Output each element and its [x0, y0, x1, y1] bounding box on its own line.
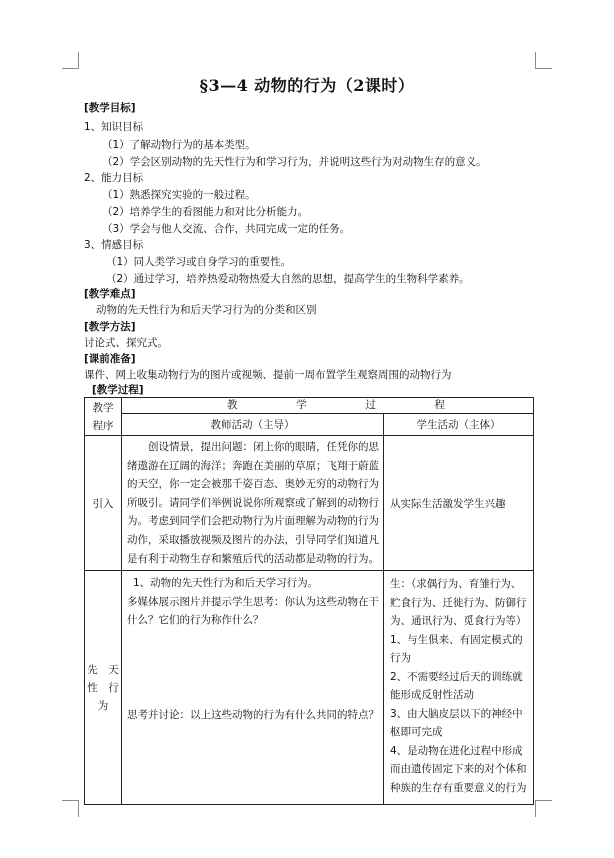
- innate-student-line-2: 1、与生俱来、有固定模式的行为: [390, 633, 523, 664]
- crop-mark-top-left: [62, 52, 79, 69]
- ability-goal-item-3: （3）学会与他人交流、合作，共同完成一定的任务。: [102, 223, 351, 235]
- innate-student-line-1: 生：（求偶行为、育雏行为、贮食行为、迁徙行为、防御行为、通讯行为、觅食行为等）: [390, 578, 527, 627]
- method-heading: [教学方法]: [84, 321, 136, 333]
- header-teacher-label: 教师活动（主导）: [210, 419, 295, 431]
- intro-phase-cell: [85, 436, 122, 571]
- crop-mark-top-right: [535, 52, 552, 69]
- innate-phase-line-3: 为: [97, 699, 109, 712]
- innate-student-line-3: 2、不需要经过后天的训练就能形成反射性活动: [390, 670, 523, 701]
- emotion-goal-item-2: （2）通过学习，培养热爱动物热爱大自然的思想，提高学生的生物科学素养。: [106, 273, 470, 285]
- difficulty-text: 动物的先天性行为和后天学习行为的分类和区别: [96, 304, 317, 316]
- header-process-cell: [122, 398, 534, 414]
- header-phase-cell: [85, 398, 122, 436]
- prep-heading: [课前准备]: [84, 353, 136, 365]
- process-heading: [教学过程]: [92, 384, 144, 396]
- intro-phase-label: 引入: [92, 497, 114, 510]
- intro-student-cell: [384, 436, 534, 571]
- header-process-char-3: 过: [365, 399, 376, 411]
- innate-student-cell: [384, 571, 534, 805]
- method-text: 讨论式、探究式。: [84, 337, 168, 349]
- header-process-char-1: 教: [227, 399, 238, 411]
- teaching-process-table: [84, 397, 534, 805]
- innate-student-line-4: 3、由大脑皮层以下的神经中枢即可完成: [390, 707, 523, 738]
- innate-teacher-cell: [122, 571, 384, 805]
- innate-phase-line-1: 先 天: [87, 663, 119, 676]
- goals-heading: [教学目标]: [84, 102, 136, 114]
- knowledge-goal-item-2: （2）学会区别动物的先天性行为和学习行为，并说明这些行为对动物生存的意义。: [102, 156, 487, 168]
- prep-text: 课件、网上收集动物行为的图片或视频、提前一周布置学生观察周围的动物行为: [84, 369, 452, 381]
- emotion-goal-item-1: （1）同人类学习或自身学习的重要性。: [106, 256, 292, 268]
- difficulty-heading: [教学难点]: [84, 288, 136, 300]
- innate-teacher-line-2: 多媒体展示图片并提示学生思考：你认为这些动物在干什么？它们的行为称作什么？: [127, 595, 379, 627]
- header-teacher-cell: [122, 414, 384, 436]
- emotion-goal-label: 3、情感目标: [84, 239, 144, 251]
- knowledge-goal-label: 1、知识目标: [84, 121, 144, 133]
- innate-phase-cell: [85, 571, 122, 805]
- header-process-char-2: 学: [296, 399, 307, 411]
- header-phase-line-2: 程序: [92, 419, 114, 432]
- crop-mark-bottom-left: [62, 800, 79, 817]
- intro-teacher-text: 创设情景，提出问题：闭上你的眼睛，任凭你的思绪遨游在辽阔的海洋；奔跑在美丽的草原；飞翔于蔚蓝的天空，你一定会被那千姿百态、奥妙无穷的动物行为所吸引。请同学们举例说说你所观察或了解到的动物行为。考虑到同学们会把动物行为片面理解为动物的行为动作，采取播放视频及图片的办法，引导同学们知道凡是有利于动物生存和繁殖后代的活动都是动物的行为。: [127, 441, 379, 565]
- ability-goal-label: 2、能力目标: [84, 172, 144, 184]
- innate-teacher-discuss: 思考并讨论：以上这些动物的行为有什么共同的特点？: [127, 708, 379, 721]
- innate-teacher-line-1: 1、动物的先天性行为和后天学习行为。: [133, 577, 319, 589]
- ability-goal-item-2: （2）培养学生的看图能力和对比分析能力。: [102, 206, 309, 218]
- innate-student-line-5: 4、是动物在进化过程中形成而由遗传固定下来的对个体和种族的生存有重要意义的行为: [390, 744, 527, 794]
- header-process-char-4: 程: [434, 399, 445, 411]
- crop-mark-bottom-right: [535, 800, 552, 817]
- knowledge-goal-item-1: （1）了解动物行为的基本类型。: [102, 139, 256, 151]
- header-student-label: 学生活动（主体）: [416, 419, 501, 431]
- header-student-cell: [384, 414, 534, 436]
- ability-goal-item-1: （1）熟悉探究实验的一般过程。: [102, 189, 256, 201]
- intro-student-text: 从实际生活激发学生兴趣: [390, 497, 506, 510]
- header-phase-line-1: 教学: [92, 401, 114, 414]
- intro-teacher-cell: [122, 436, 384, 571]
- document-title: §3—4 动物的行为（2课时）: [199, 76, 415, 95]
- innate-phase-line-2: 性 行: [87, 681, 119, 694]
